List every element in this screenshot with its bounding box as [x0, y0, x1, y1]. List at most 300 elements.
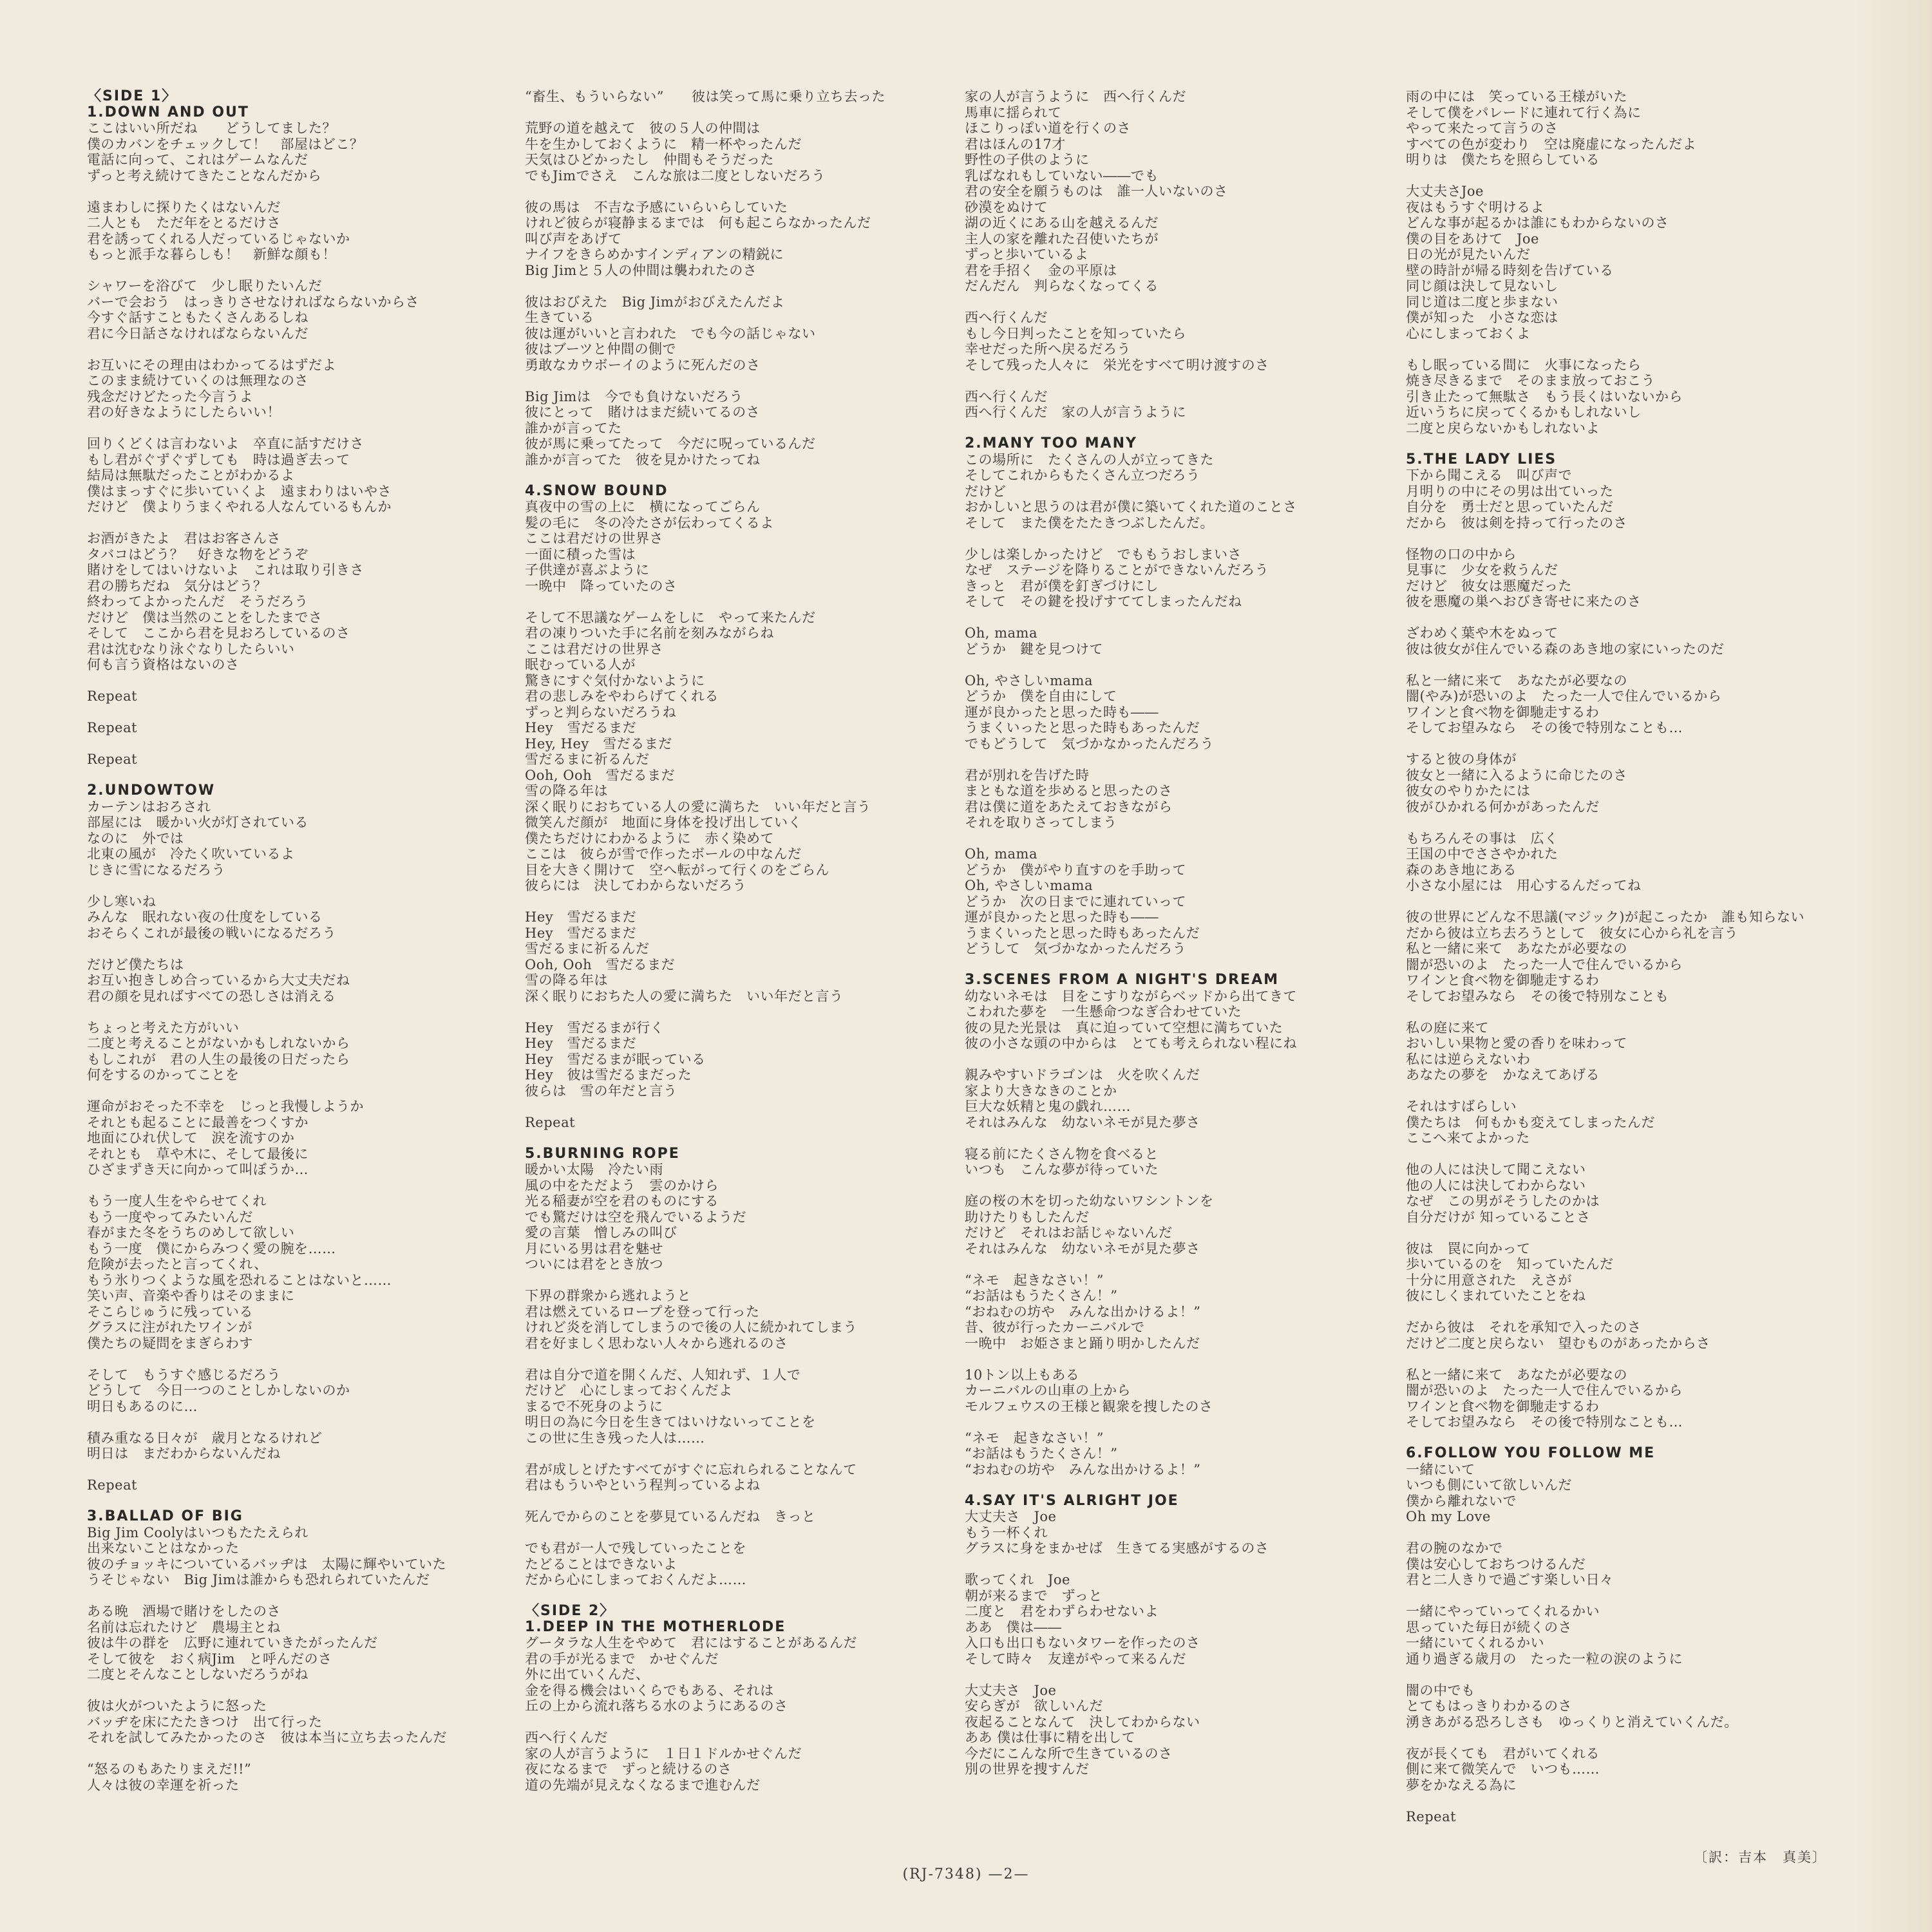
lyric-line: ああ 僕は仕事に精を出して — [965, 1730, 1136, 1745]
lyric-line: タバコはどう？ 好きな物をどうぞ — [87, 546, 308, 562]
lyric-line: ひざまずき天に向かって叫ぼうか… — [87, 1162, 308, 1177]
stanza-break — [87, 1462, 538, 1478]
stanza-break — [525, 1351, 976, 1367]
lyric-line: 彼にとって 賭けはまだ続いてるのさ — [525, 404, 761, 420]
stanza-break — [87, 673, 538, 689]
stanza-break — [965, 1052, 1416, 1068]
lyric-line: お互い抱きしめ合っているから大丈夫だね — [87, 972, 350, 988]
lyric-line: もう氷りつくような風を恐れることはないと…… — [87, 1272, 392, 1288]
stanza-break — [1406, 657, 1857, 673]
lyric-line: 月明りの中にその男は出ていった — [1406, 483, 1614, 499]
lyric-line: 乳ばなれもしていない――でも — [965, 167, 1159, 184]
lyric-line: Ooh, Ooh 雪だるまだ — [525, 767, 676, 783]
lyric-line: 牛を生かしておくように 精一杯やったんだ — [525, 136, 802, 152]
lyrics-column-1 — [87, 89, 538, 1793]
song-title: 5.THE LADY LIES — [1406, 451, 1557, 468]
lyric-line: 残念だけどたった今言うよ — [87, 388, 253, 404]
stanza-break — [965, 1130, 1416, 1146]
stanza-break — [1406, 1083, 1857, 1099]
lyric-line: そしてお望みなら その後で特別なことも… — [1406, 720, 1683, 735]
lyric-line: 死んでからのことを夢見ているんだね きっと — [525, 1509, 816, 1524]
lyric-line: 風の中をただよう 雲のかけら — [525, 1177, 719, 1193]
lyric-line: だけど僕たちは — [87, 956, 184, 972]
lyric-line: そして彼を おく病Jim と呼んだのさ — [87, 1651, 332, 1667]
lyric-line: 夜が長くても 君がいてくれる — [1406, 1745, 1600, 1761]
lyric-line: 結局は無駄だったことがわかるよ — [87, 468, 295, 483]
stanza-break — [525, 278, 976, 294]
lyric-line: どうか 次の日までに連れていって — [965, 893, 1186, 909]
stanza-break — [965, 1414, 1416, 1430]
lyric-line: そして時々 友達がやって来るんだ — [965, 1651, 1186, 1667]
lyric-line: 君の安全を願うものは 誰一人いないのさ — [965, 184, 1228, 199]
lyric-line: でも君が一人で残していったことを — [525, 1540, 746, 1556]
lyric-line: まともな道を歩めると思ったのさ — [965, 783, 1173, 799]
lyrics-column-4 — [1406, 89, 1857, 1824]
lyric-line: そして不思議なゲームをしに やって来たんだ — [525, 609, 816, 625]
lyric-line: 庭の桜の木を切った幼ないワシントンを — [965, 1193, 1214, 1209]
lyric-line: 湖の近くにある山を越えるんだ — [965, 215, 1159, 231]
stanza-break — [965, 1557, 1416, 1573]
stanza-break — [965, 294, 1416, 310]
stanza-break — [87, 184, 538, 200]
stanza-break — [965, 373, 1416, 389]
lyric-line: どうか 僕がやり直すのを手助って — [965, 862, 1186, 878]
lyric-line: この世に生き残った人は…… — [525, 1430, 705, 1446]
lyric-line: 明日は まだわからないんだね — [87, 1446, 281, 1461]
lyric-line: ああ 僕は―― — [965, 1619, 1062, 1635]
lyric-line: いつも こんな夢が待っていた — [965, 1162, 1159, 1177]
stanza-break — [1406, 815, 1857, 831]
lyric-line: でも驚だけは空を飛んでいるようだ — [525, 1209, 746, 1225]
stanza-break — [1406, 1730, 1857, 1746]
lyric-line: 電話に向って、これはゲームなんだ — [87, 152, 308, 167]
stanza-break — [87, 1746, 538, 1762]
lyric-line: 君は自分で道を開くんだ、人知れず、１人で — [525, 1367, 801, 1383]
lyric-line: 砂漠をぬけて — [965, 199, 1048, 215]
lyric-line: いつも側にいて欲しいんだ — [1406, 1477, 1572, 1493]
lyric-line: Hey 雪だるまが眠っている — [525, 1051, 706, 1067]
paper-edge — [1855, 0, 1932, 1932]
lyric-line: 今だにこんな所で生きているのさ — [965, 1745, 1173, 1761]
lyric-line: 僕たちの疑問をまぎらわす — [87, 1335, 253, 1351]
lyric-line: 一緒にやっていってくれるかい — [1406, 1604, 1600, 1619]
lyric-line: なぜ ステージを降りることができないんだろう — [965, 562, 1269, 578]
lyric-line: やって来たって言うのさ — [1406, 120, 1558, 136]
lyric-line: ざわめく葉や木をぬって — [1406, 625, 1558, 641]
stanza-break — [965, 957, 1416, 973]
lyric-line: だけど 心にしまっておくんだよ — [525, 1383, 733, 1398]
lyric-line: 北東の風が 冷たく吹いているよ — [87, 846, 295, 862]
lyric-line: それとも 草や木に、そして最後に — [87, 1146, 308, 1162]
lyric-line: Repeat — [87, 752, 138, 767]
lyric-line: 他の人には決してわからない — [1406, 1177, 1586, 1193]
lyric-line: そして僕をパレードに連れて行く為に — [1406, 104, 1642, 120]
lyric-line: 目を大きく開けて 空へ転がって行くのをごらん — [525, 862, 829, 878]
lyric-line: けれど炎を消してしまうので後の人に続かれてしまう — [525, 1320, 857, 1335]
lyric-line: Hey, Hey 雪だるまだ — [525, 735, 672, 752]
song-title: 5.BURNING ROPE — [525, 1145, 680, 1162]
lyric-line: 闇が恐いのよ たった一人で住んでいるから — [1406, 956, 1683, 972]
lyric-line: 真夜中の雪の上に 横になってごらん — [525, 499, 761, 515]
lyric-line: 闇(やみ)が恐いのよ たった一人で住んでいるから — [1406, 688, 1722, 704]
lyric-line: 引き止たって無駄さ もう長くはいないから — [1406, 388, 1683, 404]
lyric-line: 一晩中 降っていたのさ — [525, 578, 677, 594]
lyric-line: 思っていた毎日が続くのさ — [1406, 1619, 1572, 1635]
lyric-line: ワインと食べ物を御馳走するわ — [1406, 1398, 1600, 1414]
lyric-line: それはみんな 幼ないネモが見た夢さ — [965, 1114, 1200, 1130]
lyric-line: うそじゃない Big Jimは誰からも恐れられていたんだ — [87, 1572, 430, 1587]
lyric-line: 彼は運がいいと言われた でも今の話じゃない — [525, 325, 816, 341]
stanza-break — [965, 1351, 1416, 1367]
lyric-line: ずっと考え続けてきたことなんだから — [87, 167, 322, 184]
lyric-line: 小さな小屋には 用心するんだってね — [1406, 878, 1642, 893]
lyric-line: 心にしまっておくよ — [1406, 325, 1531, 341]
lyric-line: それはすばらしい — [1406, 1099, 1517, 1114]
stanza-break — [965, 1256, 1416, 1273]
lyric-line: ワインと食べ物を御馳走するわ — [1406, 704, 1600, 720]
lyric-line: この場所に たくさんの人が立ってきた — [965, 451, 1214, 468]
lyric-line: 二人とも ただ年をとるだけさ — [87, 215, 281, 231]
lyric-line: 人々は彼の幸運を祈った — [87, 1777, 240, 1793]
lyric-line: 明日もあるのに… — [87, 1398, 198, 1414]
stanza-break — [1406, 531, 1857, 547]
lyric-line: 彼は牛の群を 広野に連れていきたがったんだ — [87, 1635, 378, 1651]
lyric-line: そしてこれからもたくさん立つだろう — [965, 468, 1200, 483]
lyric-line: 天気はひどかったし 仲間もそうだった — [525, 152, 774, 167]
lyric-line: ほこりっぽい道を行くのさ — [965, 120, 1131, 136]
stanza-break — [525, 1493, 976, 1510]
lyric-line: 君を好ましく思わない人々から逃れるのさ — [525, 1335, 788, 1351]
stanza-break — [87, 1414, 538, 1430]
lyric-line: 眠むっている人が — [525, 657, 636, 672]
lyric-line: 彼は彼女が住んでいる森のあき地の家にいったのだ — [1406, 641, 1725, 657]
stanza-break — [1406, 1304, 1857, 1320]
lyric-line: 彼が馬に乗ってたって 今だに呪っているんだ — [525, 436, 816, 451]
stanza-break — [525, 594, 976, 610]
lyric-line: お酒がきたよ 君はお客さんさ — [87, 531, 281, 546]
lyric-line: 下から聞こえる 叫び声で — [1406, 468, 1572, 483]
lyric-line: 彼にしくまれていたことをね — [1406, 1288, 1586, 1303]
lyric-line: Repeat — [87, 720, 138, 735]
lyric-line: だから心にしまっておくんだよ…… — [525, 1572, 746, 1587]
lyric-line: 道の先端が見えなくなるまで進むんだ — [525, 1777, 761, 1793]
lyric-line: 積み重なる日々が 歳月となるけれど — [87, 1430, 323, 1446]
lyric-line: 君は沈むなり泳ぐなりしたらいい — [87, 641, 295, 657]
lyric-line: 助けたりもしたんだ — [965, 1209, 1090, 1225]
stanza-break — [87, 705, 538, 721]
lyric-line: 幸せだった所へ戻るだろう — [965, 341, 1131, 357]
stanza-break — [1406, 610, 1857, 626]
lyric-line: こわれた夢を 一生懸命つなぎ合わせていた — [965, 1004, 1242, 1019]
lyric-line: 彼のチョッキについているバッヂは 太陽に輝やいていた — [87, 1556, 446, 1572]
lyric-line: けれど彼らが寝静まるまでは 何も起こらなかったんだ — [525, 215, 871, 231]
lyric-line: 君の腕のなかで — [1406, 1540, 1503, 1556]
lyric-line: 僕の目をあけて Joe — [1406, 231, 1539, 247]
lyric-line: とてもはっきりわかるのさ — [1406, 1698, 1572, 1714]
lyric-line: 君の顔を見ればすべての恐しさは消える — [87, 988, 336, 1004]
lyric-line: そして また僕をたたきつぶしたんだ。 — [965, 515, 1214, 531]
lyric-line: それはみんな 幼ないネモが見た夢さ — [965, 1240, 1200, 1256]
lyric-line: 僕はまっすぐに歩いていくよ 遠まわりはいやさ — [87, 483, 392, 499]
lyric-line: バッヂを床にたたきつけ 出て行った — [87, 1714, 323, 1730]
stanza-break — [87, 878, 538, 894]
lyric-line: 君が成しとげたすべてがすぐに忘れられることなんて — [525, 1461, 857, 1477]
lyric-line: 家の人が言うように １日１ドルかせぐんだ — [525, 1745, 802, 1761]
lyric-line: 二度と考えることがないかもしれないから — [87, 1036, 350, 1051]
lyric-line: 夜はもうすぐ明けるよ — [1406, 199, 1544, 215]
lyric-line: 日の光が見たいんだ — [1406, 247, 1531, 262]
lyric-line: 通り過ぎる歳月の たった一粒の涙のように — [1406, 1651, 1683, 1667]
lyric-line: どうか 鍵を見つけて — [965, 641, 1103, 657]
lyric-line: ここは君だけの世界さ — [525, 641, 663, 657]
lyric-line: もし君がぐずぐずしても 時は過ぎ去って — [87, 451, 350, 468]
lyric-line: ナイフをきらめかすインディアンの精鋭に — [525, 247, 784, 262]
lyric-line: 僕たちだけにわかるように 赤く染めて — [525, 830, 774, 846]
lyric-line: 彼はブーツと仲間の側で — [525, 341, 677, 357]
lyrics-column-2 — [525, 89, 976, 1793]
lyric-line: 大丈夫さ Joe — [965, 1509, 1057, 1524]
song-title: 〈SIDE 2〉 — [525, 1603, 616, 1619]
stanza-break — [87, 341, 538, 357]
lyric-line: 湧きあがる恐ろしさも ゆっくりと消えていくんだ。 — [1406, 1714, 1738, 1730]
lyric-line: 危険が去ったと言ってくれ、 — [87, 1256, 268, 1272]
lyric-line: 自分を 勇士だと思っていたんだ — [1406, 499, 1614, 515]
lyric-line: 私と一緒に来て あなたが必要なの — [1406, 941, 1627, 956]
lyric-line: 出来ないことはなかった — [87, 1540, 240, 1556]
lyric-line: すべての色が変わり 空は廃虚になったんだよ — [1406, 136, 1697, 152]
stanza-break — [87, 421, 538, 437]
lyric-line: そしてお望みなら その後で特別なことも… — [1406, 1414, 1683, 1430]
lyric-line: でもどうして 気づかなかったんだろう — [965, 735, 1214, 752]
lyric-line: 賭けをしてはいけないよ これは取り引きさ — [87, 562, 364, 578]
stanza-break — [525, 1714, 976, 1730]
lyric-line: 雪だるまに祈るんだ — [525, 752, 650, 767]
lyric-line: 私の庭に来て — [1406, 1019, 1489, 1036]
lyric-line: 誰かが言ってた — [525, 420, 622, 436]
lyric-line: 10トン以上もある — [965, 1367, 1080, 1383]
lyric-line: 深く眠りにおちている人の愛に満ちた いい年だと言う — [525, 799, 871, 815]
stanza-break — [1406, 1146, 1857, 1162]
lyric-line: だから彼は それを承知で入ったのさ — [1406, 1320, 1642, 1335]
song-title: 6.FOLLOW YOU FOLLOW ME — [1406, 1445, 1656, 1461]
lyric-line: 運命がおそった不幸を じっと我慢しようか — [87, 1099, 364, 1114]
lyric-line: Hey 彼は雪だるまだった — [525, 1067, 692, 1083]
lyric-line: 回りくどくは言わないよ 卒直に話すだけさ — [87, 436, 364, 451]
lyric-line: どうして 今日一つのことしかしないのか — [87, 1383, 350, 1398]
stanza-break — [965, 531, 1416, 547]
lyric-line: もちろんその事は 広く — [1406, 830, 1558, 846]
song-title: 2.MANY TOO MANY — [965, 435, 1137, 451]
lyric-line: 大丈夫さJoe — [1406, 184, 1484, 199]
lyric-line: ここは君だけの世界さ — [525, 531, 663, 546]
lyric-line: 一晩中 お姫さまと踊り明かしたんだ — [965, 1335, 1200, 1351]
lyric-line: 大丈夫さ Joe — [965, 1682, 1057, 1698]
song-title: 4.SAY IT'S ALRIGHT JOE — [965, 1492, 1179, 1509]
lyric-line: おかしいと思うのは君が僕に築いてくれた道のことさ — [965, 499, 1297, 515]
lyric-line: まるで不死身のように — [525, 1398, 663, 1414]
lyric-line: どんな事が起るかは誰にもわからないのさ — [1406, 215, 1669, 231]
lyric-line: 笑い声、音楽や香りはそのままに — [87, 1288, 295, 1303]
lyric-line: Hey 雪だるまが行く — [525, 1019, 665, 1036]
lyric-line: “お話はもうたくさん！” — [965, 1288, 1118, 1303]
lyric-line: 安らぎが 欲しいんだ — [965, 1698, 1103, 1714]
lyric-line: ワインと食べ物を御馳走するわ — [1406, 972, 1600, 988]
lyric-line: 僕から離れないで — [1406, 1493, 1517, 1509]
lyric-line: だから彼は立ち去ろうとして 彼女に心から礼を言う — [1406, 925, 1738, 941]
lyric-line: 親みやすいドラゴンは 火を吹くんだ — [965, 1067, 1200, 1083]
lyric-line: うまくいったと思った時もあったんだ — [965, 925, 1200, 941]
lyric-line: 焼き尽きるまで そのまま放っておこう — [1406, 373, 1655, 388]
lyric-line: なのに 外では — [87, 830, 184, 846]
lyric-line: おいしい果物と愛の香りを味わって — [1406, 1036, 1627, 1051]
lyric-line: 雪の降る年は — [525, 972, 608, 988]
lyric-line: そして その鍵を投げすててしまったんだね — [965, 594, 1242, 609]
stanza-break — [87, 1493, 538, 1510]
lyric-line: 微笑んだ顔が 地面に身体を投げ出していく — [525, 815, 802, 830]
lyric-line: バーで会おう はっきりさせなければならないからさ — [87, 294, 419, 310]
lyric-line: 君の凍りついた手に名前を刻みながらね — [525, 625, 774, 641]
stanza-break — [87, 1351, 538, 1367]
lyric-line: 何も言う資格はないのさ — [87, 657, 240, 672]
lyric-line: もう一度やってみたいんだ — [87, 1209, 253, 1225]
lyric-line: 馬車に揺られて — [965, 104, 1062, 120]
stanza-break — [525, 373, 976, 389]
lyric-line: 別の世界を捜すんだ — [965, 1761, 1090, 1777]
lyric-line: Repeat — [87, 1477, 138, 1493]
stanza-break — [525, 1588, 976, 1604]
lyric-line: 明日の為に今日を生きてはいけないってことを — [525, 1414, 816, 1430]
lyric-line: 入口も出口もないタワーを作ったのさ — [965, 1635, 1200, 1651]
stanza-break — [965, 752, 1416, 768]
stanza-break — [525, 105, 976, 121]
lyric-line: そして残った人々に 栄光をすべて明け渡すのさ — [965, 357, 1269, 373]
lyric-line: 家の人が言うように 西へ行くんだ — [965, 89, 1186, 104]
lyric-line: Repeat — [525, 1114, 576, 1130]
lyric-line: 君が別れを告げた時 — [965, 767, 1090, 783]
lyric-line: Big Jimと５人の仲間は襲われたのさ — [525, 262, 757, 278]
lyric-line: ここはいい所だね どうしてました？ — [87, 120, 336, 136]
lyric-line: 何をするのかってことを — [87, 1067, 240, 1083]
lyric-line: もっと派手な暮らしも！ 新鮮な顔も！ — [87, 247, 336, 262]
lyric-line: 少しは楽しかったけど でももうおしまいさ — [965, 546, 1242, 562]
lyric-line: 闇が恐いのよ たった一人で住んでいるから — [1406, 1383, 1683, 1398]
lyric-line: “ネモ 起きなさい！” — [965, 1430, 1104, 1446]
lyric-line: 少し寒いね — [87, 893, 156, 909]
lyric-line: 地面にひれ伏して 涙を流すのか — [87, 1130, 295, 1146]
lyric-line: 昔、彼が行ったカーニバルで — [965, 1320, 1145, 1335]
lyric-line: ついには君をとき放つ — [525, 1256, 663, 1272]
stanza-break — [1406, 1793, 1857, 1809]
lyric-line: このまま続けていくのは無理なのさ — [87, 373, 308, 388]
lyric-line: 君の悲しみをやわらげてくれる — [525, 688, 719, 704]
lyric-line: 君を手招く 金の平原は — [965, 262, 1117, 278]
lyric-line: きっと 君が僕を釘ぎづけにし — [965, 578, 1159, 594]
lyric-line: 近いうちに戻ってくるかもしれないし — [1406, 404, 1642, 420]
lyric-line: “畜生、もういらない” 彼は笑って馬に乗り立ち去った — [525, 89, 886, 104]
lyric-line: そして もうすぐ感じるだろう — [87, 1367, 281, 1383]
lyric-line: 遠まわしに探りたくはないんだ — [87, 199, 281, 215]
lyric-line: 君はもういやという程判っているよね — [525, 1477, 761, 1493]
lyric-line: “おねむの坊や みんな出かけるよ！” — [965, 1303, 1201, 1320]
lyric-line: だけど 彼女は悪魔だった — [1406, 578, 1572, 594]
song-title: 3.SCENES FROM A NIGHT'S DREAM — [965, 972, 1279, 988]
stanza-break — [1406, 168, 1857, 184]
lyric-line: 驚きにすぐ気付かないように — [525, 672, 705, 688]
lyric-line: 彼は火がついたように怒った — [87, 1698, 267, 1714]
stanza-break — [525, 1446, 976, 1462]
translator-credit: 〔訳：吉本 真美〕 — [1694, 1850, 1827, 1865]
lyric-line: 二度と 君をわずらわせないよ — [965, 1604, 1159, 1619]
lyric-line: なぜ この男がそうしたのかは — [1406, 1193, 1600, 1209]
lyric-line: 壁の時計が帰る時刻を告げている — [1406, 262, 1614, 278]
lyric-line: 西へ行くんだ — [525, 1730, 608, 1745]
lyric-line: だけど二度と戻らない 望むものがあったからさ — [1406, 1335, 1710, 1351]
lyric-line: だから 彼は剣を持って行ったのさ — [1406, 515, 1627, 531]
stanza-break — [965, 1667, 1416, 1683]
lyric-line: どうか 僕を自由にして — [965, 688, 1117, 704]
lyric-line: 僕たちは 何もかも変えてしまったんだ — [1406, 1114, 1655, 1130]
song-title: 1.DOWN AND OUT — [87, 104, 249, 120]
lyric-line: 歩いているのを 知っていたんだ — [1406, 1256, 1614, 1272]
stanza-break — [1406, 1667, 1857, 1683]
lyric-line: グータラな人生をやめて 君にはすることがあるんだ — [525, 1635, 857, 1651]
lyric-line: 僕のカバンをチェックして！ 部屋はどこ？ — [87, 136, 364, 152]
lyric-line: 荒野の道を越えて 彼の５人の仲間は — [525, 120, 761, 136]
lyric-line: Oh, mama — [965, 625, 1037, 641]
lyric-line: 闇の中でも — [1406, 1682, 1475, 1698]
lyric-line: 雪だるまに祈るんだ — [525, 941, 650, 956]
lyric-line: 運が良かったと思った時も―― — [965, 704, 1159, 720]
lyric-line: グラスに身をまかせば 生きてる実感がするのさ — [965, 1540, 1269, 1556]
lyric-line: 野性の子供のように — [965, 152, 1090, 167]
lyric-line: 寝る前にたくさん物を食べると — [965, 1146, 1159, 1162]
stanza-break — [1406, 341, 1857, 357]
lyric-line: 王国の中でささやかれた — [1406, 846, 1558, 862]
lyric-line: 怪物の口の中から — [1406, 546, 1517, 562]
lyric-line: 君を誘ってくれる人だっているじゃないか — [87, 231, 350, 247]
lyric-line: Hey 雪だるまだ — [525, 720, 637, 735]
lyric-line: そしてお望みなら その後で特別なことも — [1406, 988, 1669, 1004]
stanza-break — [965, 831, 1416, 847]
stanza-break — [1406, 1351, 1857, 1367]
lyric-line: だけど 僕よりうまくやれる人なんているもんか — [87, 499, 392, 515]
stanza-break — [525, 1099, 976, 1115]
lyric-line: うまくいったと思った時もあったんだ — [965, 720, 1200, 735]
lyric-line: カーニバルの山車の上から — [965, 1383, 1131, 1398]
lyrics-column-3 — [965, 89, 1416, 1777]
lyric-line: “おねむの坊や みんな出かけるよ！” — [965, 1461, 1201, 1477]
lyric-line: モルフェウスの王様と観衆を捜したのさ — [965, 1398, 1213, 1414]
lyric-line: 勇敢なカウボーイのように死んだのさ — [525, 357, 761, 373]
lyric-line: 私には逆らえないわ — [1406, 1051, 1531, 1067]
lyric-line: それを取りさってしまう — [965, 815, 1117, 830]
lyric-line: 髪の毛に 冬の冷たさが伝わってくるよ — [525, 515, 774, 531]
lyric-line: 子供達が喜ぶように — [525, 562, 650, 578]
lyric-line: グラスに注がれたワインが — [87, 1320, 252, 1335]
lyric-line: Hey 雪だるまだ — [525, 925, 637, 941]
stanza-break — [1406, 1430, 1857, 1446]
stanza-break — [525, 894, 976, 910]
stanza-break — [525, 1130, 976, 1146]
lyric-line: 愛の言葉 憎しみの叫び — [525, 1225, 677, 1240]
lyric-line: たどることはできないよ — [525, 1556, 677, 1572]
lyric-line: 光る稲妻が空を君のものにする — [525, 1193, 719, 1209]
lyric-line: Repeat — [87, 688, 138, 704]
stanza-break — [1406, 736, 1857, 752]
lyric-line: もう一度 僕にからみつく愛の腕を…… — [87, 1240, 336, 1256]
lyric-line: 部屋には 暖かい火が灯されている — [87, 815, 308, 830]
lyric-line: あなたの夢を かなえてあげる — [1406, 1067, 1600, 1083]
